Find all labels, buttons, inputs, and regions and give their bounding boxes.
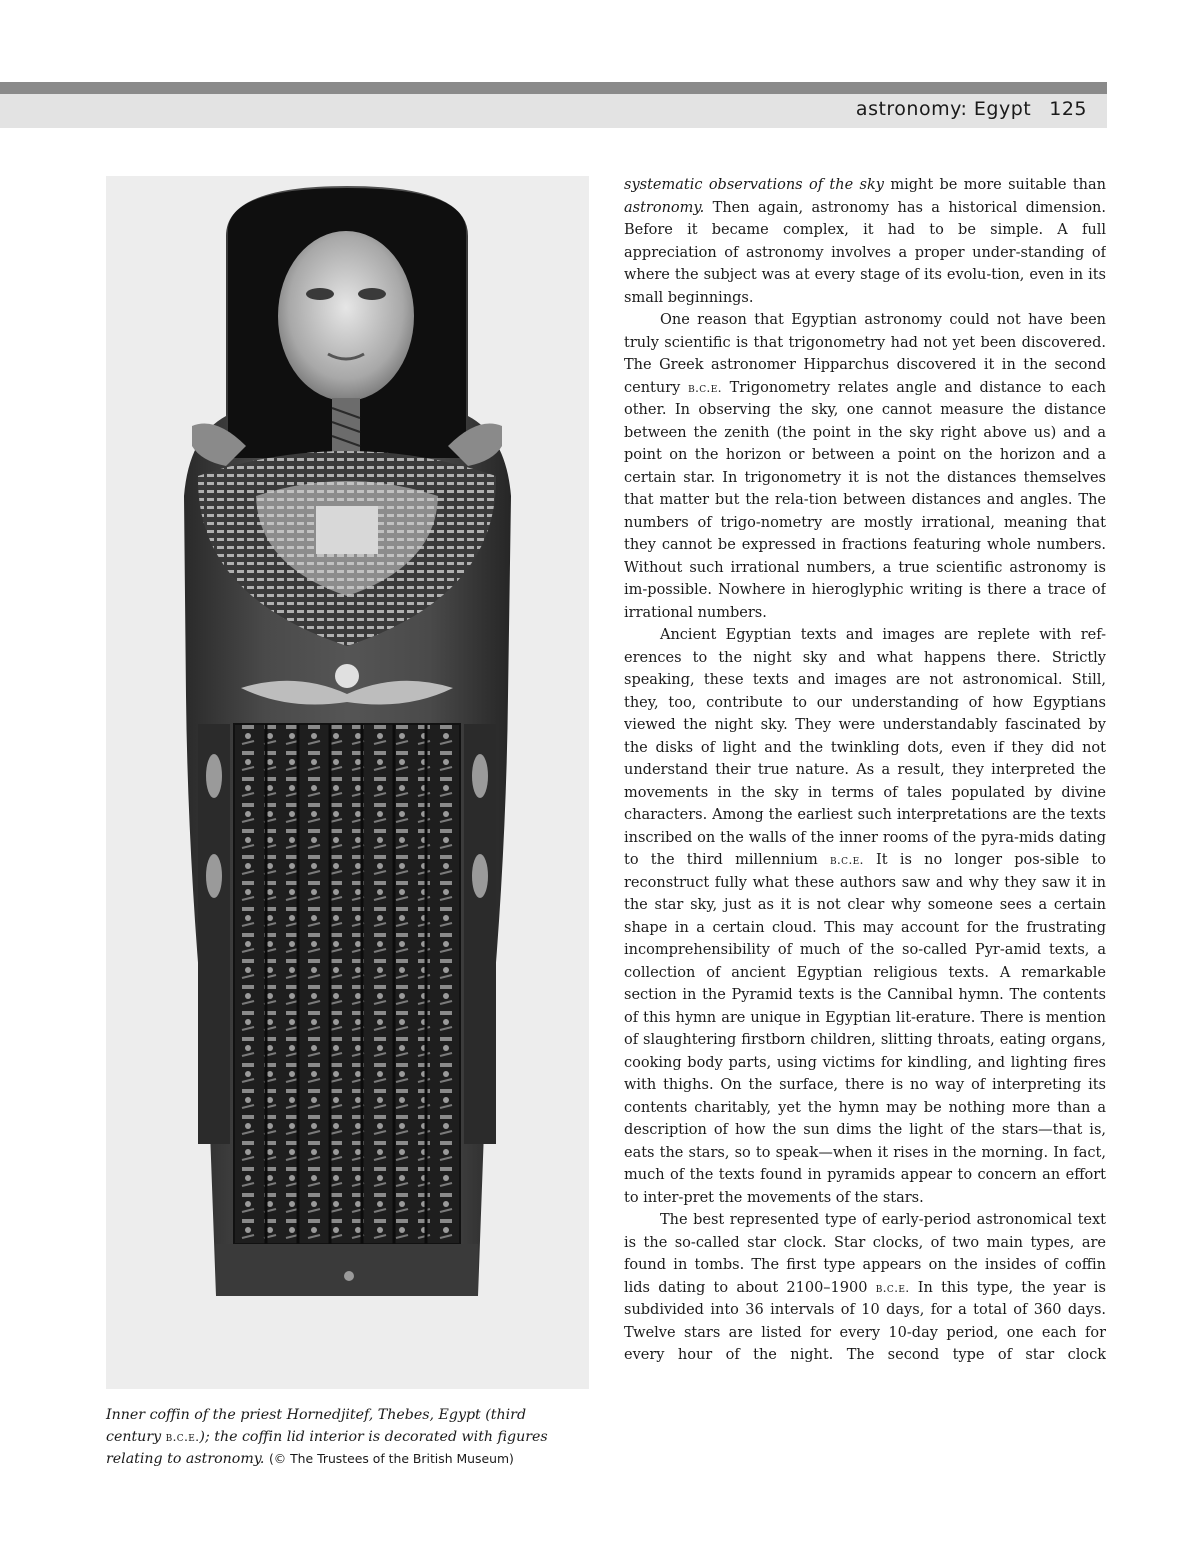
header-rule [0,82,1107,94]
p4-text-b: In this type, the year is subdivided into 36 intervals of 10 days, for a total of 360 days. Twelve stars are listed for every 10-day period, one each for every hour of the night. The second type of star clock [624,1279,1106,1363]
body-text-column [624,174,1106,1464]
page-number: 125 [1049,98,1087,120]
p3-text-b: It is no longer pos-sible to reconstruct fully what these authors saw and why they saw it in the star sky, just as it is not clear why someone sees a certain shape in a certain cloud. This may account for the frustrating incomprehensibility of much of the so-called Pyr-amid texts, a collection of ancient Egyptian religious texts. A remarkable section in the Pyramid texts is the Cannibal hymn. The contents of this hymn are unique in Egyptian lit-erature. There is mention of slaughtering firstborn children, slitting throats, eating organs, cooking body parts, using victims for kindling, and lighting fires with thighs. On the surface, there is no way of interpreting its contents charitably, yet the hymn may be nothing more than a description of how the sun dims the light of the stars—that is, eats the stars, so to speak—when it rises in the morning. In fact, much of the texts found in pyramids appear to concern an effort to inter-pret the movements of the stars. [624,852,1106,1206]
coffin-photo [106,176,589,1389]
paragraph-4 [624,1209,1106,1367]
running-head [856,98,1087,120]
p1-italic-2: astronomy. [624,199,705,216]
running-title: astronomy: Egypt [855,98,1032,120]
p1-italic-1: systematic observations of the sky [624,177,884,193]
paragraph-1 [624,174,1106,309]
caption-text-b: ); the coffin lid interior is decorated with figures relating to astronomy. [106,1429,548,1467]
p4-text-a: The best represented type of early-period astronomical text is the so-called star clock. Star clocks, of two main types, are found in tombs. The first type appears on the insides of coffin lids dating to about 2100–1900 [624,1212,1106,1296]
caption-text-a: Inner coffin of the priest Hornedjitef, Thebes, Egypt (third century [106,1407,527,1445]
p2-text-a: One reason that Egyptian astronomy could not have been truly scientific is that trigonometry had not yet been discovered. The Greek astronomer Hipparchus discovered it in the second century [624,312,1106,396]
paragraph-3 [624,624,1106,1209]
p4-era: b.c.e. [875,1279,910,1295]
paragraph-2 [624,309,1106,624]
p1-text-b: Then again, astronomy has a historical dimension. Before it became complex, it had to be simple. A full appreciation of astronomy involves a proper under-standing of where the subject was at every stage of its evolu-tion, even in its small beginnings. [624,199,1106,306]
figure-caption [106,1405,576,1470]
p2-era: b.c.e. [688,379,722,395]
photo-credit: (© The Trustees of the British Museum) [268,1451,514,1466]
p1-text-a: might be more suitable than [883,177,1106,193]
caption-era: b.c.e. [165,1429,200,1444]
p3-text-a: Ancient Egyptian texts and images are replete with ref-erences to the night sky and what happens there. Strictly speaking, these texts and images are not astronomical. Still, they, too, contribute to our understanding of how Egyptians viewed the night sky. They were understandably fascinated by the disks of light and the twinkling dots, even if they did not understand their true nature. As a result, they interpreted the movements in the sky in terms of tales populated by divine characters. Among the earliest such interpretations are the texts inscribed on the walls of the inner rooms of the pyra-mids dating to the third millennium [624,627,1106,868]
p3-era: b.c.e. [829,852,864,867]
p2-text-b: Trigonometry relates angle and distance to each other. In observing the sky, one cannot measure the distance between the zenith (the point in the sky right above us) and a point on the horizon or between a point on the horizon and a certain star. In trigonometry it is not the distances themselves that matter but the rela-tion between distances and angles. The numbers of trigo-nometry are mostly irrational, meaning that they cannot be expressed in fractions featuring whole numbers. Without such irrational numbers, a true scientific astronomy is im-possible. Nowhere in hieroglyphic writing is there a trace of irrational numbers. [624,379,1106,621]
